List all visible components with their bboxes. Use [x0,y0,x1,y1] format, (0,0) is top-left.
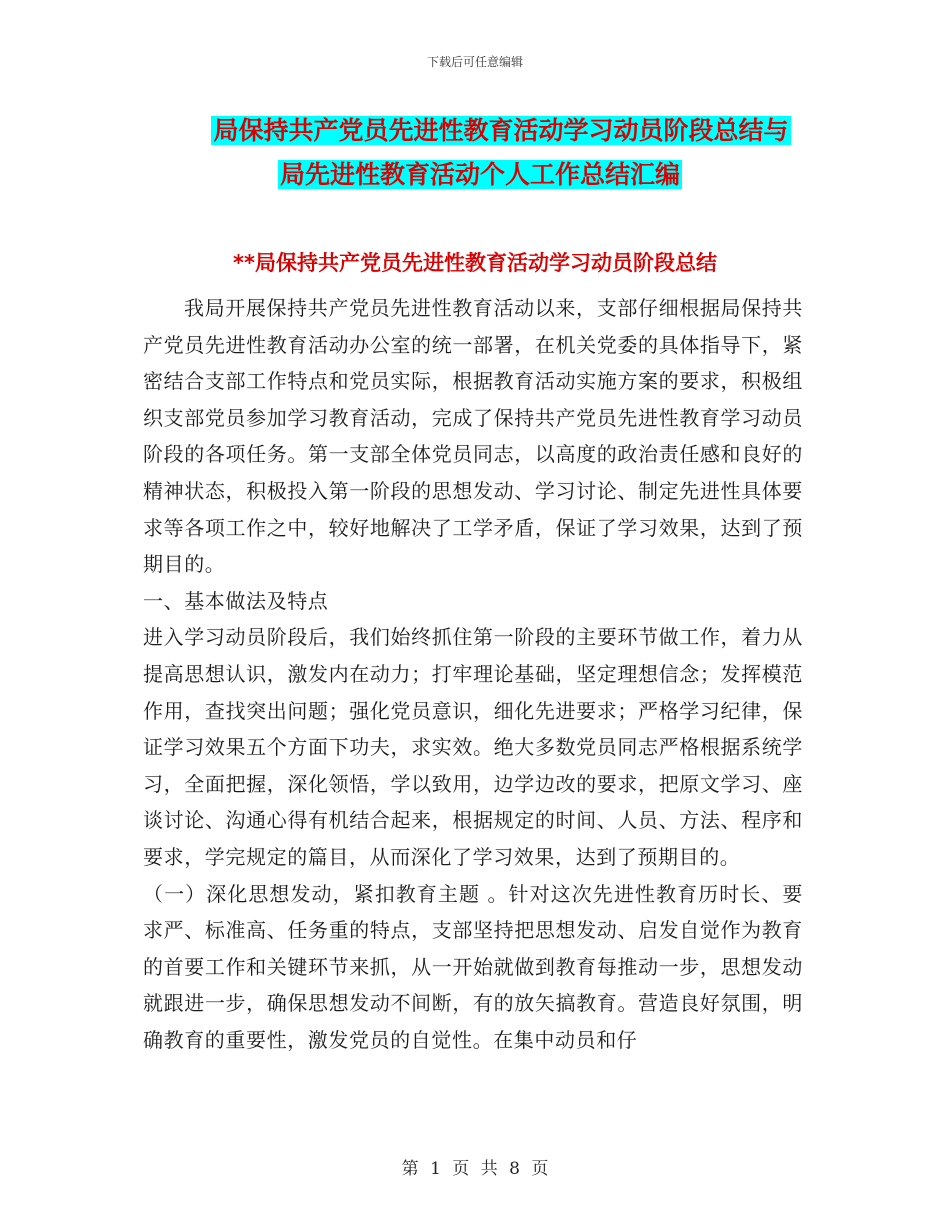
section-title: **局保持共产党员先进性教育活动学习动员阶段总结 [233,251,717,275]
document-title-line-2 [5,157,950,193]
heading-basic-practices: 一、基本做法及特点 [143,588,329,613]
document-title-line-1-text: 局保持共产党员先进性教育活动学习动员阶段总结与 [213,116,789,145]
paragraph-intro: 我局开展保持共产党员先进性教育活动以来，支部仔细根据局保持共产党员先进性教育活动办公室的统一部署，在机关党委的具体指导下，紧密结合支部工作特点和党员实际，根据教育活动实施方案的要求，积极组织支部党员参加学习教育活动，完成了保持共产党员先进性教育学习动员阶段的各项任务。第一支部全体党员同志，以高度的政治责任感和良好的精神状态，积极投入第一阶段的思想发动、学习讨论、制定先进性具体要求等各项工作之中，较好地解决了工学矛盾，保证了学习效果，达到了预期目的。 [143,296,803,577]
page-footer: 第 1 页 共 8 页 [401,1159,549,1179]
document-title-line-1 [26,113,950,149]
document-title-line-2-text: 局先进性教育活动个人工作总结汇编 [279,160,680,189]
header-note: 下载后可任意编辑 [426,55,523,69]
paragraph-subsection-1: （一）深化思想发动，紧扣教育主题 。针对这次先进性教育历时长、要求严、标准高、任务重的特点，支部坚持把思想发动、启发自觉作为教育的首要工作和关键环节来抓，从一开始就做到教育每推动一步，思想发动就跟进一步，确保思想发动不间断，有的放矢搞教育。营造良好氛围，明确教育的重要性，激发党员的自觉性。在集中动员和仔 [143,881,803,1052]
document-body [143,290,803,1058]
paragraph-practices: 进入学习动员阶段后，我们始终抓住第一阶段的主要环节做工作，着力从提高思想认识，激发内在动力；打牢理论基础，坚定理想信念；发挥模范作用，查找突出问题；强化党员意识，细化先进要求；严格学习纪律，保证学习效果五个方面下功夫，求实效。绝大多数党员同志严格根据系统学习，全面把握，深化领悟，学以致用，边学边改的要求，把原文学习、座谈讨论、沟通心得有机结合起来，根据规定的时间、人员、方法、程序和要求，学完规定的篇目，从而深化了学习效果，达到了预期目的。 [143,625,803,869]
